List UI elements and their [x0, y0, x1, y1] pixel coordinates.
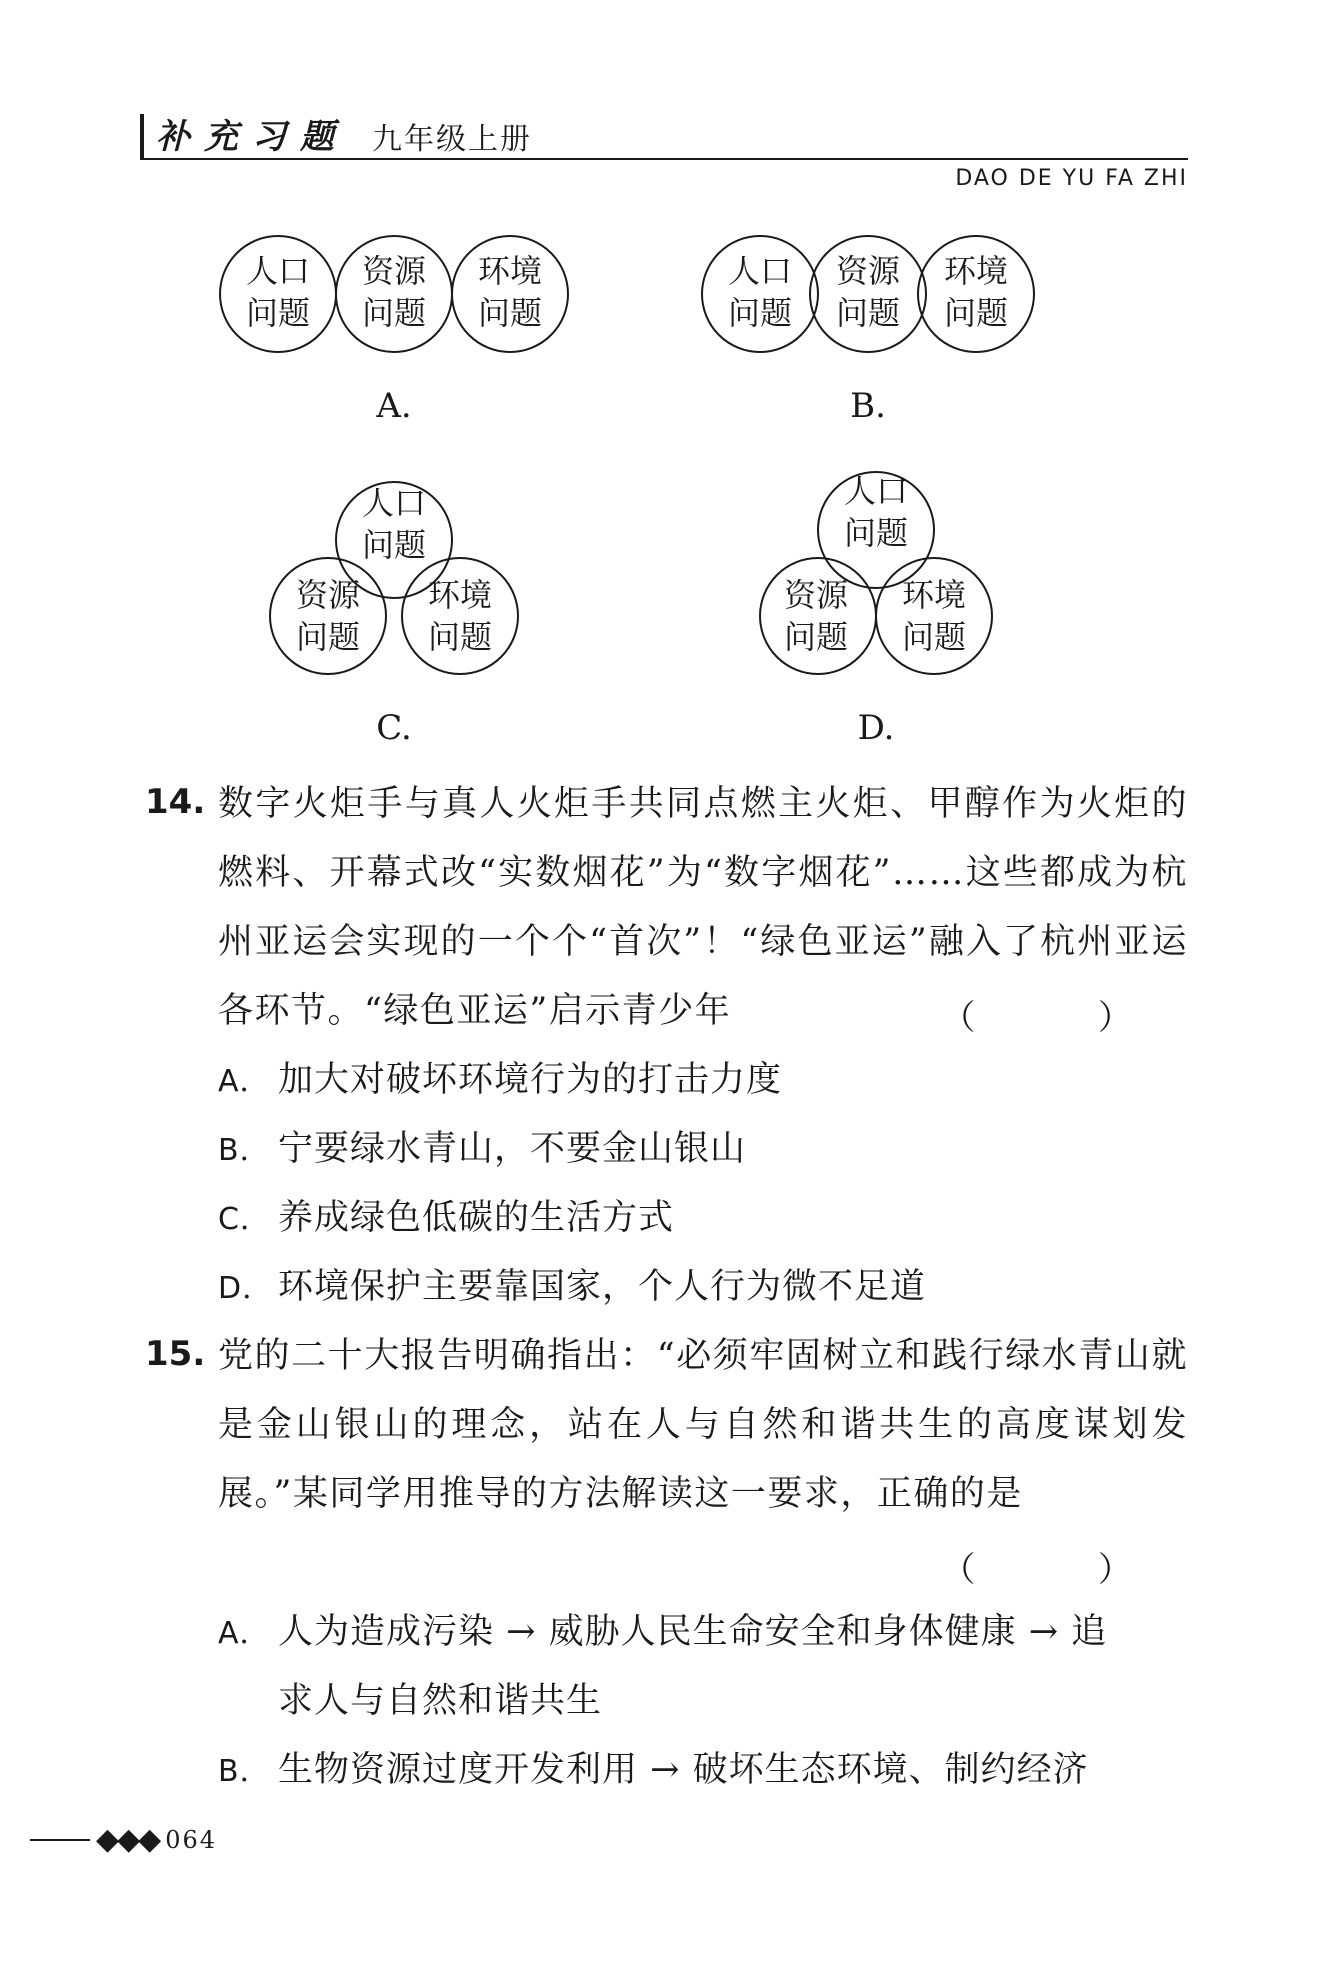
- header-left: [140, 112, 532, 158]
- question-14-answer-blank[interactable]: （ ）: [941, 998, 1188, 1038]
- footer-rule: [30, 1839, 90, 1841]
- diagram-b-letter: B.: [850, 386, 886, 426]
- question-14-option-d[interactable]: [218, 1253, 1198, 1323]
- grade-label: 九年级上册: [372, 122, 532, 157]
- diagram-d: [758, 470, 998, 762]
- diagram-c: [270, 482, 520, 762]
- question-15-option-b[interactable]: [218, 1736, 1198, 1806]
- header-rule: [140, 158, 1188, 160]
- question-15-stem: 党的二十大报告明确指出：“必须牢固树立和践行绿水青山就是金山银山的理念，站在人与自然和谐共生的高度谋划发展。”某同学用推导的方法解读这一要求，正确的是: [218, 1336, 1188, 1514]
- label-population: 人口 问题: [727, 252, 792, 332]
- question-14-option-a[interactable]: [218, 1046, 1198, 1116]
- option-text: 生物资源过度开发利用 → 破坏生态环境、制约经济: [278, 1750, 1089, 1790]
- diagram-a-letter: A.: [376, 386, 412, 426]
- label-population: 人口 问题: [361, 484, 426, 564]
- label-resources: 资源 问题: [295, 576, 360, 656]
- label-resources: 资源 问题: [783, 576, 848, 656]
- question-15-answer-blank[interactable]: （ ）: [941, 1550, 1188, 1590]
- diagram-d-letter: D.: [857, 708, 895, 748]
- diagram-a: [218, 234, 578, 434]
- page-header: [140, 112, 1188, 191]
- option-text: 养成绿色低碳的生活方式: [278, 1198, 675, 1238]
- option-letter: A．: [218, 1064, 271, 1099]
- question-15-number: 15.: [145, 1334, 206, 1374]
- label-population: 人口 问题: [843, 472, 908, 552]
- subject-label: DAO DE YU FA ZHI: [955, 166, 1188, 191]
- option-text: 人为造成污染 → 威胁人民生命安全和身体健康 → 追: [278, 1612, 1108, 1652]
- series-title: 补充习题: [156, 117, 348, 157]
- label-environment: 环境 问题: [943, 252, 1008, 332]
- page-number: 064: [165, 1825, 218, 1854]
- option-text: 环境保护主要靠国家，个人行为微不足道: [278, 1267, 927, 1307]
- option-letter: A．: [218, 1616, 271, 1651]
- option-letter: B．: [218, 1754, 271, 1789]
- label-resources: 资源 问题: [835, 252, 900, 332]
- option-letter: C．: [218, 1202, 271, 1237]
- diagram-c-letter: C.: [376, 708, 412, 748]
- label-population: 人口 问题: [245, 252, 310, 332]
- option-text: 宁要绿水青山，不要金山银山: [278, 1129, 747, 1169]
- question-14-number: 14.: [145, 782, 206, 822]
- question-15-option-a[interactable]: [218, 1598, 1198, 1668]
- label-environment: 环境 问题: [477, 252, 542, 332]
- question-15-option-a-continued: 求人与自然和谐共生: [278, 1681, 603, 1721]
- question-14-option-c[interactable]: [218, 1184, 1198, 1254]
- header-bar: [140, 114, 144, 158]
- label-environment: 环境 问题: [901, 576, 966, 656]
- question-14-option-b[interactable]: [218, 1115, 1198, 1185]
- label-resources: 资源 问题: [361, 252, 426, 332]
- option-letter: D．: [218, 1271, 274, 1306]
- diamond-icon: ◆◆◆: [96, 1822, 160, 1857]
- question-14-stem: 数字火炬手与真人火炬手共同点燃主火炬、甲醇作为火炬的燃料、开幕式改“实数烟花”为“数字烟花”……这些都成为杭州亚运会实现的一个个“首次”！“绿色亚运”融入了杭州亚运各环节。“绿色亚运”启示青少年: [218, 784, 1188, 1031]
- option-text: 加大对破坏环境行为的打击力度: [278, 1060, 783, 1100]
- diagram-b: [700, 234, 1040, 434]
- label-environment: 环境 问题: [427, 576, 492, 656]
- page-footer: [30, 1822, 217, 1857]
- option-letter: B．: [218, 1133, 271, 1168]
